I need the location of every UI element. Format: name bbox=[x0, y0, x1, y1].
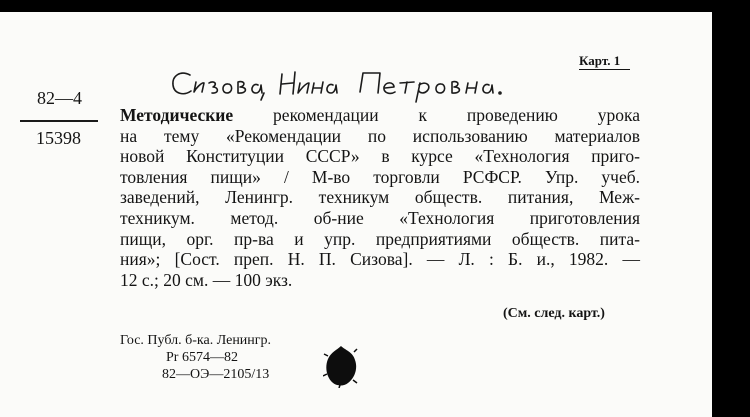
title-lead-word: Методические bbox=[120, 105, 234, 125]
bibliographic-description bbox=[120, 105, 640, 290]
description-line: новой Конституции СССР» в курсе «Технология приго- bbox=[120, 146, 640, 167]
description-line: товления пищи» / М-во торговли РСФСР. Упр. учеб. bbox=[120, 166, 640, 187]
shelf-mark: Pr 6574—82 bbox=[166, 350, 238, 365]
inventory-number: 15398 bbox=[36, 128, 81, 148]
description-line: техникум. метод. об-ние «Технология приготовления bbox=[120, 207, 640, 228]
index-divider bbox=[20, 120, 98, 122]
description-line: 12 с.; 20 см. — 100 экз. bbox=[120, 269, 293, 290]
catalog-code: 82—ОЭ—2105/13 bbox=[162, 367, 270, 382]
ink-stamp-blot bbox=[323, 344, 359, 388]
card-number: Карт. 1 bbox=[579, 53, 630, 70]
classification-index: 82—4 bbox=[37, 88, 82, 108]
library-name: Гос. Публ. б-ка. Ленингр. bbox=[120, 333, 272, 348]
scan-border-right bbox=[740, 0, 750, 417]
description-line: ния»; [Сост. преп. Н. П. Сизова]. — Л. : Б. и., 1982. — bbox=[120, 249, 640, 270]
description-line: пищи, орг. пр-ва и упр. предприятиями обществ. пита- bbox=[120, 228, 640, 249]
library-imprint bbox=[120, 332, 271, 383]
author-handwritten bbox=[170, 62, 570, 110]
description-line: заведений, Ленингр. техникум обществ. питания, Меж- bbox=[120, 187, 640, 208]
see-next-card-note: (См. след. карт.) bbox=[503, 306, 605, 321]
description-line-text: рекомендации к проведению урока bbox=[273, 105, 640, 125]
description-line: на тему «Рекомендации по использованию материалов bbox=[120, 125, 640, 146]
description-line bbox=[120, 105, 640, 126]
catalog-card bbox=[0, 12, 712, 417]
